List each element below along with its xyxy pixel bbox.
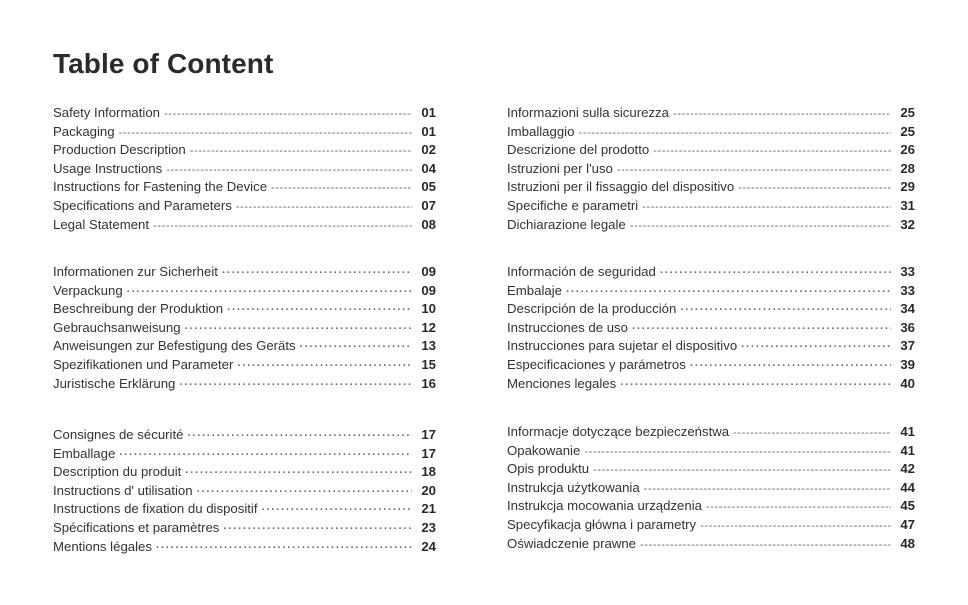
toc-entry[interactable] — [53, 300, 436, 319]
toc-entry-label: Consignes de sécurité — [53, 427, 184, 442]
toc-entry[interactable] — [507, 263, 915, 282]
toc-entry-label: Instrukcja użytkowania — [507, 479, 640, 495]
toc-entry[interactable] — [507, 300, 915, 319]
toc-entry-page: 41 — [900, 442, 915, 458]
toc-entry[interactable] — [507, 216, 915, 235]
toc-entry-label: Specyfikacja główna i parametry — [507, 516, 697, 532]
toc-leader — [222, 264, 412, 283]
toc-leader — [166, 161, 412, 180]
toc-entry[interactable] — [53, 519, 436, 538]
toc-entry-page: 09 — [421, 282, 436, 298]
toc-entry-page: 31 — [900, 197, 915, 213]
toc-entry-page: 02 — [421, 142, 436, 158]
toc-entry-label: Especificaciones y parámetros — [507, 356, 686, 372]
toc-leader — [593, 461, 891, 480]
toc-entry-label: Embalaje — [507, 282, 562, 298]
toc-leader — [119, 446, 412, 465]
toc-entry[interactable] — [507, 123, 915, 142]
toc-entry-label: Instructions for Fastening the Device — [53, 179, 268, 195]
toc-entry-label: Verpackung — [53, 282, 123, 298]
toc-entry[interactable] — [53, 104, 436, 123]
toc-entry[interactable] — [507, 442, 915, 461]
toc-entry-page: 32 — [900, 216, 915, 232]
toc-entry-page: 09 — [421, 264, 436, 279]
toc-entry[interactable] — [507, 535, 915, 554]
toc-entry[interactable] — [53, 463, 436, 482]
toc-entry-page: 01 — [421, 123, 436, 139]
page-title: Table of Content — [53, 48, 274, 79]
toc-entry[interactable] — [507, 282, 915, 301]
toc-entry-label: Informazioni sulla sicurezza — [507, 105, 669, 120]
toc-leader — [733, 424, 891, 443]
toc-entry-label: Description du produit — [53, 464, 182, 480]
toc-leader — [156, 539, 412, 558]
toc-entry-label: Descripción de la producción — [507, 301, 677, 317]
toc-leader — [223, 520, 412, 539]
toc-leader — [179, 376, 412, 395]
toc-entry-label: Istruzioni per l'uso — [507, 160, 613, 176]
toc-entry-page: 34 — [900, 301, 915, 317]
toc-entry[interactable] — [507, 516, 915, 535]
toc-entry-page: 25 — [900, 105, 915, 120]
toc-entry-page: 24 — [421, 538, 436, 554]
toc-leader — [578, 124, 891, 143]
toc-leader — [660, 264, 891, 283]
toc-entry-page: 10 — [421, 301, 436, 317]
toc-entry[interactable] — [507, 319, 915, 338]
toc-leader — [185, 320, 412, 339]
toc-leader — [680, 301, 891, 320]
toc-leader — [271, 179, 412, 198]
toc-entry-label: Dichiarazione legale — [507, 216, 626, 232]
toc-entry-label: Imballaggio — [507, 123, 575, 139]
toc-leader — [185, 464, 412, 483]
toc-leader — [127, 283, 412, 302]
toc-entry[interactable] — [53, 538, 436, 557]
toc-entry-page: 16 — [421, 375, 436, 391]
toc-entry[interactable] — [507, 460, 915, 479]
toc-leader — [700, 517, 891, 536]
toc-entry[interactable] — [53, 160, 436, 179]
toc-leader — [640, 536, 891, 555]
toc-entry[interactable] — [507, 141, 915, 160]
toc-leader — [566, 283, 891, 302]
toc-entry-label: Descrizione del prodotto — [507, 142, 650, 158]
toc-entry[interactable] — [53, 141, 436, 160]
toc-entry-label: Informationen zur Sicherheit — [53, 264, 218, 279]
toc-entry[interactable] — [53, 216, 436, 235]
toc-entry-label: Specifications and Parameters — [53, 197, 232, 213]
toc-entry[interactable] — [53, 375, 436, 394]
toc-entry-page: 26 — [900, 142, 915, 158]
toc-entry-page: 44 — [900, 479, 915, 495]
toc-leader — [673, 105, 891, 124]
toc-leader — [164, 105, 412, 124]
toc-entry[interactable] — [53, 263, 436, 282]
toc-entry-page: 45 — [900, 498, 915, 514]
toc-leader — [237, 357, 412, 376]
toc-entry-page: 29 — [900, 179, 915, 195]
toc-entry[interactable] — [53, 319, 436, 338]
toc-entry-label: Oświadczenie prawne — [507, 535, 637, 551]
toc-entry-label: Instrucciones de uso — [507, 319, 628, 335]
toc-leader — [706, 498, 891, 517]
toc-entry-label: Menciones legales — [507, 375, 617, 391]
toc-entry-page: 08 — [421, 216, 436, 232]
toc-entry-label: Packaging — [53, 123, 115, 139]
toc-leader — [741, 338, 891, 357]
toc-entry-label: Opis produktu — [507, 461, 590, 477]
toc-entry-page: 21 — [421, 501, 436, 517]
toc-entry-label: Informacje dotyczące bezpieczeństwa — [507, 424, 730, 439]
toc-entry-label: Opakowanie — [507, 442, 581, 458]
toc-leader — [236, 198, 412, 217]
toc-entry-label: Gebrauchsanweisung — [53, 319, 181, 335]
toc-leader — [632, 320, 891, 339]
toc-leader — [642, 198, 891, 217]
toc-entry-page: 37 — [900, 338, 915, 354]
toc-section-english — [53, 104, 436, 234]
toc-entry-page: 01 — [421, 105, 436, 120]
toc-leader — [617, 161, 891, 180]
toc-entry[interactable] — [53, 178, 436, 197]
toc-entry[interactable] — [53, 123, 436, 142]
toc-entry[interactable] — [507, 497, 915, 516]
toc-entry-label: Spezifikationen und Parameter — [53, 356, 234, 372]
toc-entry-label: Safety Information — [53, 105, 161, 120]
toc-leader — [227, 301, 412, 320]
toc-entry-label: Spécifications et paramètres — [53, 519, 220, 535]
toc-entry-page: 33 — [900, 264, 915, 279]
toc-entry-page: 23 — [421, 519, 436, 535]
toc-leader — [197, 483, 412, 502]
toc-entry[interactable] — [507, 479, 915, 498]
toc-section-german — [53, 263, 436, 393]
toc-entry[interactable] — [507, 178, 915, 197]
toc-entry-page: 25 — [900, 123, 915, 139]
toc-entry-page: 20 — [421, 482, 436, 498]
toc-leader — [153, 217, 412, 236]
toc-entry[interactable] — [53, 445, 436, 464]
toc-entry-label: Mentions légales — [53, 538, 152, 554]
toc-entry-label: Anweisungen zur Befestigung des Geräts — [53, 338, 296, 354]
toc-entry-page: 40 — [900, 375, 915, 391]
toc-entry[interactable] — [507, 104, 915, 123]
toc-entry[interactable] — [53, 282, 436, 301]
toc-entry-page: 13 — [421, 338, 436, 354]
toc-entry-label: Usage Instructions — [53, 160, 163, 176]
toc-leader — [690, 357, 891, 376]
toc-entry-label: Instructions d' utilisation — [53, 482, 193, 498]
toc-entry-page: 36 — [900, 319, 915, 335]
toc-entry-page: 39 — [900, 356, 915, 372]
toc-entry-page: 47 — [900, 516, 915, 532]
toc-leader — [187, 427, 412, 446]
toc-entry-page: 41 — [900, 424, 915, 439]
toc-entry[interactable] — [507, 160, 915, 179]
toc-entry[interactable] — [53, 500, 436, 519]
toc-entry-page: 12 — [421, 319, 436, 335]
toc-entry[interactable] — [507, 197, 915, 216]
toc-entry[interactable] — [507, 356, 915, 375]
toc-entry-page: 42 — [900, 461, 915, 477]
toc-entry[interactable] — [53, 337, 436, 356]
toc-entry-page: 33 — [900, 282, 915, 298]
toc-entry[interactable] — [507, 337, 915, 356]
toc-leader — [653, 142, 891, 161]
toc-entry-page: 28 — [900, 160, 915, 176]
toc-entry[interactable] — [507, 423, 915, 442]
toc-entry-label: Istruzioni per il fissaggio del dispositivo — [507, 179, 735, 195]
toc-entry-label: Emballage — [53, 445, 116, 461]
toc-entry-page: 15 — [421, 356, 436, 372]
toc-entry-label: Legal Statement — [53, 216, 150, 232]
toc-leader — [620, 376, 891, 395]
toc-entry[interactable] — [53, 482, 436, 501]
toc-entry-page: 17 — [421, 427, 436, 442]
toc-entry[interactable] — [53, 356, 436, 375]
toc-entry-label: Información de seguridad — [507, 264, 656, 279]
toc-entry-page: 18 — [421, 464, 436, 480]
toc-entry-label: Specifiche e parametri — [507, 197, 639, 213]
toc-entry-page: 05 — [421, 179, 436, 195]
toc-leader — [630, 217, 891, 236]
toc-section-spanish — [507, 263, 915, 393]
toc-section-french — [53, 426, 436, 556]
toc-leader — [119, 124, 412, 143]
toc-entry-label: Production Description — [53, 142, 186, 158]
toc-entry-page: 04 — [421, 160, 436, 176]
toc-section-polish — [507, 423, 915, 553]
toc-entry[interactable] — [507, 375, 915, 394]
toc-entry-label: Instrukcja mocowania urządzenia — [507, 498, 702, 514]
toc-section-italian — [507, 104, 915, 234]
toc-leader — [584, 443, 891, 462]
toc-entry[interactable] — [53, 197, 436, 216]
toc-entry-page: 48 — [900, 535, 915, 551]
toc-entry-label: Juristische Erklärung — [53, 375, 176, 391]
toc-leader — [190, 142, 412, 161]
toc-entry-label: Instructions de fixation du dispositif — [53, 501, 258, 517]
toc-leader — [262, 501, 412, 520]
toc-entry-page: 07 — [421, 197, 436, 213]
toc-leader — [738, 179, 891, 198]
toc-entry-label: Instrucciones para sujetar el dispositivo — [507, 338, 738, 354]
toc-entry[interactable] — [53, 426, 436, 445]
toc-entry-label: Beschreibung der Produktion — [53, 301, 224, 317]
toc-leader — [644, 480, 891, 499]
toc-entry-page: 17 — [421, 445, 436, 461]
toc-leader — [300, 338, 412, 357]
